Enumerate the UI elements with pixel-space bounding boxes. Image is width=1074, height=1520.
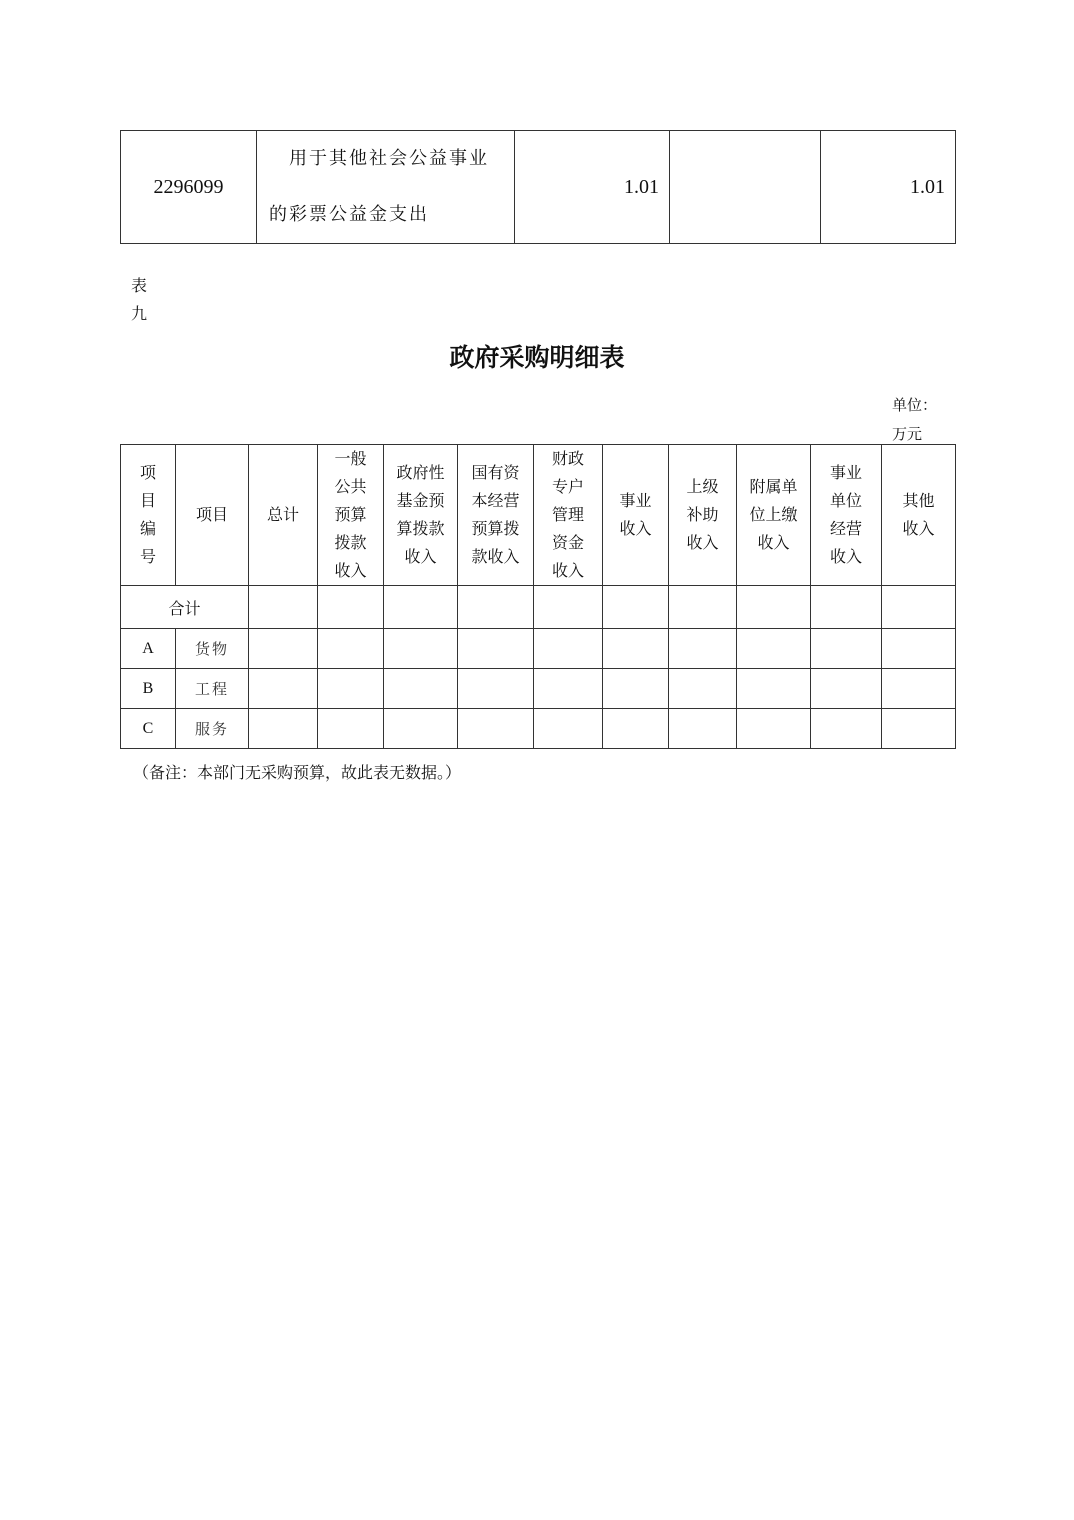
header-affiliated-income: 附属单位上缴收入 <box>737 445 811 586</box>
table-cell <box>534 586 603 629</box>
header-general-budget: 一般公共预算拨款收入 <box>318 445 384 586</box>
table-cell <box>811 586 882 629</box>
table-cell <box>603 709 669 749</box>
table-cell <box>669 586 737 629</box>
table-cell <box>669 669 737 709</box>
table-cell <box>603 586 669 629</box>
header-item: 项目 <box>176 445 249 586</box>
table-cell <box>882 709 956 749</box>
table-cell <box>811 709 882 749</box>
header-superior-subsidy: 上级补助收入 <box>669 445 737 586</box>
table-cell <box>811 629 882 669</box>
table-cell <box>384 586 458 629</box>
table-cell <box>882 629 956 669</box>
row-item: 货物 <box>176 629 249 669</box>
subject-name-line2: 的彩票公益金支出 <box>269 204 429 225</box>
footnote: （备注：本部门无采购预算，故此表无数据。） <box>133 763 462 782</box>
page-title: 政府采购明细表 <box>449 343 625 372</box>
row-code: C <box>121 709 176 749</box>
table-cell <box>737 669 811 709</box>
table-cell <box>737 586 811 629</box>
table-cell <box>737 629 811 669</box>
table-cell <box>603 669 669 709</box>
header-operating-income: 事业单位经营收入 <box>811 445 882 586</box>
table-number-label: 表九 <box>131 276 148 323</box>
header-total: 总计 <box>249 445 318 586</box>
header-gov-fund: 政府性基金预算拨款收入 <box>384 445 458 586</box>
row-item: 服务 <box>176 709 249 749</box>
table-cell <box>249 586 318 629</box>
header-other-income: 其他收入 <box>882 445 956 586</box>
unit-label: 单位：万元 <box>892 396 938 443</box>
table-cell <box>737 709 811 749</box>
amount-project: 1.01 <box>821 131 956 244</box>
amount-basic <box>670 131 821 244</box>
table-cell <box>318 709 384 749</box>
table-cell <box>534 669 603 709</box>
table-row <box>121 709 956 749</box>
procurement-detail-table <box>120 444 956 749</box>
table-cell <box>249 709 318 749</box>
table-cell <box>534 709 603 749</box>
amount-total: 1.01 <box>515 131 670 244</box>
table-cell <box>603 629 669 669</box>
row-code: B <box>121 669 176 709</box>
table-cell <box>384 669 458 709</box>
table-cell <box>669 709 737 749</box>
table-cell <box>882 669 956 709</box>
header-business-income: 事业收入 <box>603 445 669 586</box>
table-cell <box>249 629 318 669</box>
subject-name <box>257 131 515 244</box>
header-row <box>121 445 956 586</box>
subject-code: 2296099 <box>121 131 257 244</box>
table-cell <box>882 586 956 629</box>
total-label: 合计 <box>121 586 249 629</box>
table-cell <box>384 709 458 749</box>
table-cell <box>458 586 534 629</box>
header-code: 项目编号 <box>121 445 176 586</box>
table-row <box>121 629 956 669</box>
row-code: A <box>121 629 176 669</box>
table-cell <box>458 669 534 709</box>
table-cell <box>318 669 384 709</box>
total-row <box>121 586 956 629</box>
table-cell <box>458 629 534 669</box>
budget-continuation-table <box>120 130 956 244</box>
row-item: 工程 <box>176 669 249 709</box>
table-cell <box>384 629 458 669</box>
subject-name-line1: 用于其他社会公益事业 <box>289 148 489 169</box>
table-row <box>121 669 956 709</box>
header-state-capital: 国有资本经营预算拨款收入 <box>458 445 534 586</box>
table-cell <box>669 629 737 669</box>
table-cell <box>318 586 384 629</box>
table-cell <box>458 709 534 749</box>
table-cell <box>249 669 318 709</box>
table-cell <box>534 629 603 669</box>
table-row <box>121 131 956 244</box>
table-cell <box>318 629 384 669</box>
table-cell <box>811 669 882 709</box>
header-special-account: 财政专户管理资金收入 <box>534 445 603 586</box>
